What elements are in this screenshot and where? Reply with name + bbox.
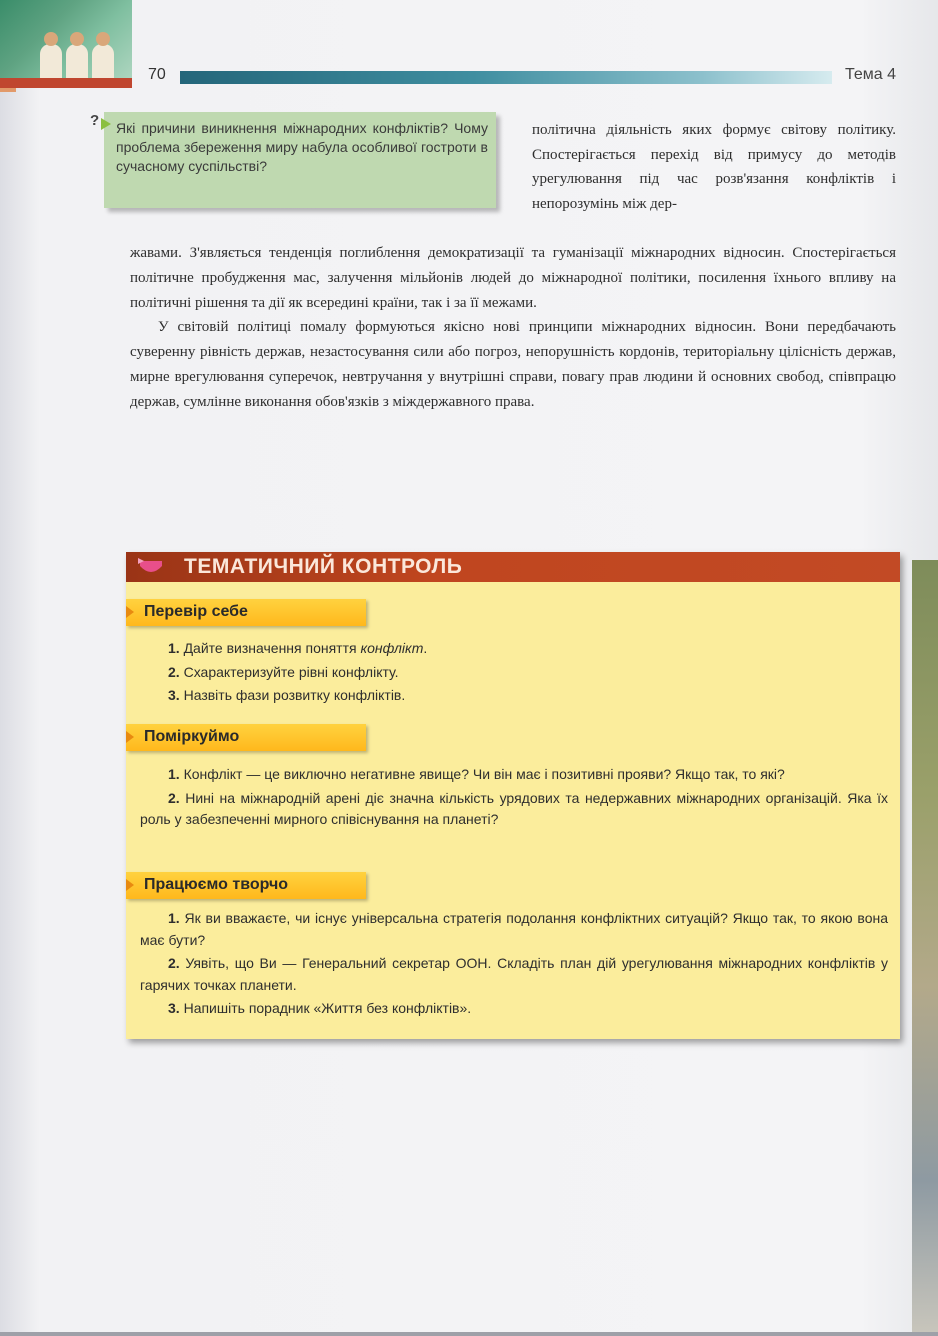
item-number: 2. [168, 663, 180, 680]
item-number: 2. [168, 955, 180, 971]
item-text: Назвіть фази розвитку конфліктів. [183, 687, 406, 703]
section-tab-reflect [126, 724, 366, 751]
question-mark-icon: ? [90, 112, 100, 129]
item-tail: . [423, 640, 428, 656]
list-item [140, 662, 888, 684]
list-item [140, 685, 888, 707]
paragraph: політична діяльність яких формує світову політику. Спостерігається перехід від примусу до методів урегулювання під час розв'язання конфліктів і непорозумінь між дер- [532, 122, 896, 212]
list-item [140, 953, 888, 996]
item-number: 2. [168, 789, 180, 806]
corner-photo [0, 0, 132, 88]
photo-figure [92, 44, 114, 82]
list-item [140, 998, 888, 1020]
item-text: Як ви вважаєте, чи існує універсальна стратегія подолання конфліктних ситуацій? Якщо так, то якою вона має бути? [140, 910, 889, 948]
photo-band [0, 78, 132, 88]
item-text: Конфлікт — це виключно негативне явище? Чи він має і позитивні прояви? Якщо так, то які? [183, 766, 785, 782]
question-text: Які причини виникнення міжнародних конфліктів? Чому проблема збереження миру набула особливої гостроти в сучасному суспільстві? [116, 120, 488, 174]
item-text: Напишіть порадник «Життя без конфліктів». [183, 1000, 472, 1016]
control-header [126, 552, 900, 582]
right-column-text [532, 118, 896, 216]
question-list [140, 908, 888, 1022]
list-item [140, 788, 888, 831]
item-number: 3. [168, 687, 180, 703]
question-list [140, 764, 888, 833]
list-item [140, 764, 888, 786]
control-title: ТЕМАТИЧНИЙ КОНТРОЛЬ [184, 555, 463, 578]
question-list [140, 638, 888, 709]
arrow-icon [101, 118, 111, 130]
item-emphasis: конфлікт [360, 640, 424, 656]
main-text [130, 241, 896, 415]
section-tab-creative-work [126, 872, 366, 899]
section-label: Поміркуймо [144, 728, 240, 745]
page-number: 70 [148, 66, 166, 83]
heart-bookmark-icon [138, 558, 164, 578]
question-box [104, 112, 496, 208]
list-item [140, 638, 888, 660]
paragraph: жавами. З'являється тенденція поглиблення демократизації та гуманізації міжнародних відносин. Спостерігається політичне пробудження мас, залучення мільйонів людей до міжнародної політики, посилення їхнього впливу на політичні рішення та дії як всередині країни, так і за її межами. [130, 245, 896, 311]
section-label: Працюємо творчо [144, 876, 289, 893]
thematic-control-panel [126, 552, 900, 1039]
header-bar [180, 71, 832, 84]
item-number: 1. [168, 766, 180, 782]
photo-figure [40, 44, 62, 82]
item-text: Уявіть, що Ви — Генеральний секретар ООН. Складіть план дій урегулювання міжнародних конфліктів у гарячих точках планети. [140, 955, 888, 993]
list-item [140, 908, 888, 951]
page-bottom-edge [0, 1332, 938, 1336]
item-text: Дайте визначення поняття [183, 640, 361, 656]
right-edge-photo [912, 560, 938, 1336]
photo-figure [66, 44, 88, 82]
item-number: 3. [168, 1000, 180, 1016]
tab-arrow-icon [126, 731, 134, 743]
item-text: Нині на міжнародній арені діє значна кількість урядових та недержавних міжнародних організацій. Яка їх роль у забезпеченні мирного співіснування на планеті? [140, 789, 888, 827]
section-tab-check-yourself [126, 599, 366, 626]
item-number: 1. [168, 910, 180, 926]
item-number: 1. [168, 640, 180, 656]
section-label: Перевір себе [144, 603, 248, 620]
tab-arrow-icon [126, 606, 134, 618]
tab-arrow-icon [126, 879, 134, 891]
paragraph: У світовій політиці помалу формуються якісно нові принципи міжнародних відносин. Вони передбачають суверенну рівність держав, незастосування сили або погроз, непорушність кордонів, територіальну цілісність держав, мирне врегулювання суперечок, невтручання у внутрішні справи, повагу прав людини й основних свобод, співпрацю держав, сумлінне виконання обов'язків з міждержавного права. [130, 319, 896, 410]
item-text: Схарактеризуйте рівні конфлікту. [183, 663, 399, 680]
theme-label: Тема 4 [844, 66, 896, 83]
